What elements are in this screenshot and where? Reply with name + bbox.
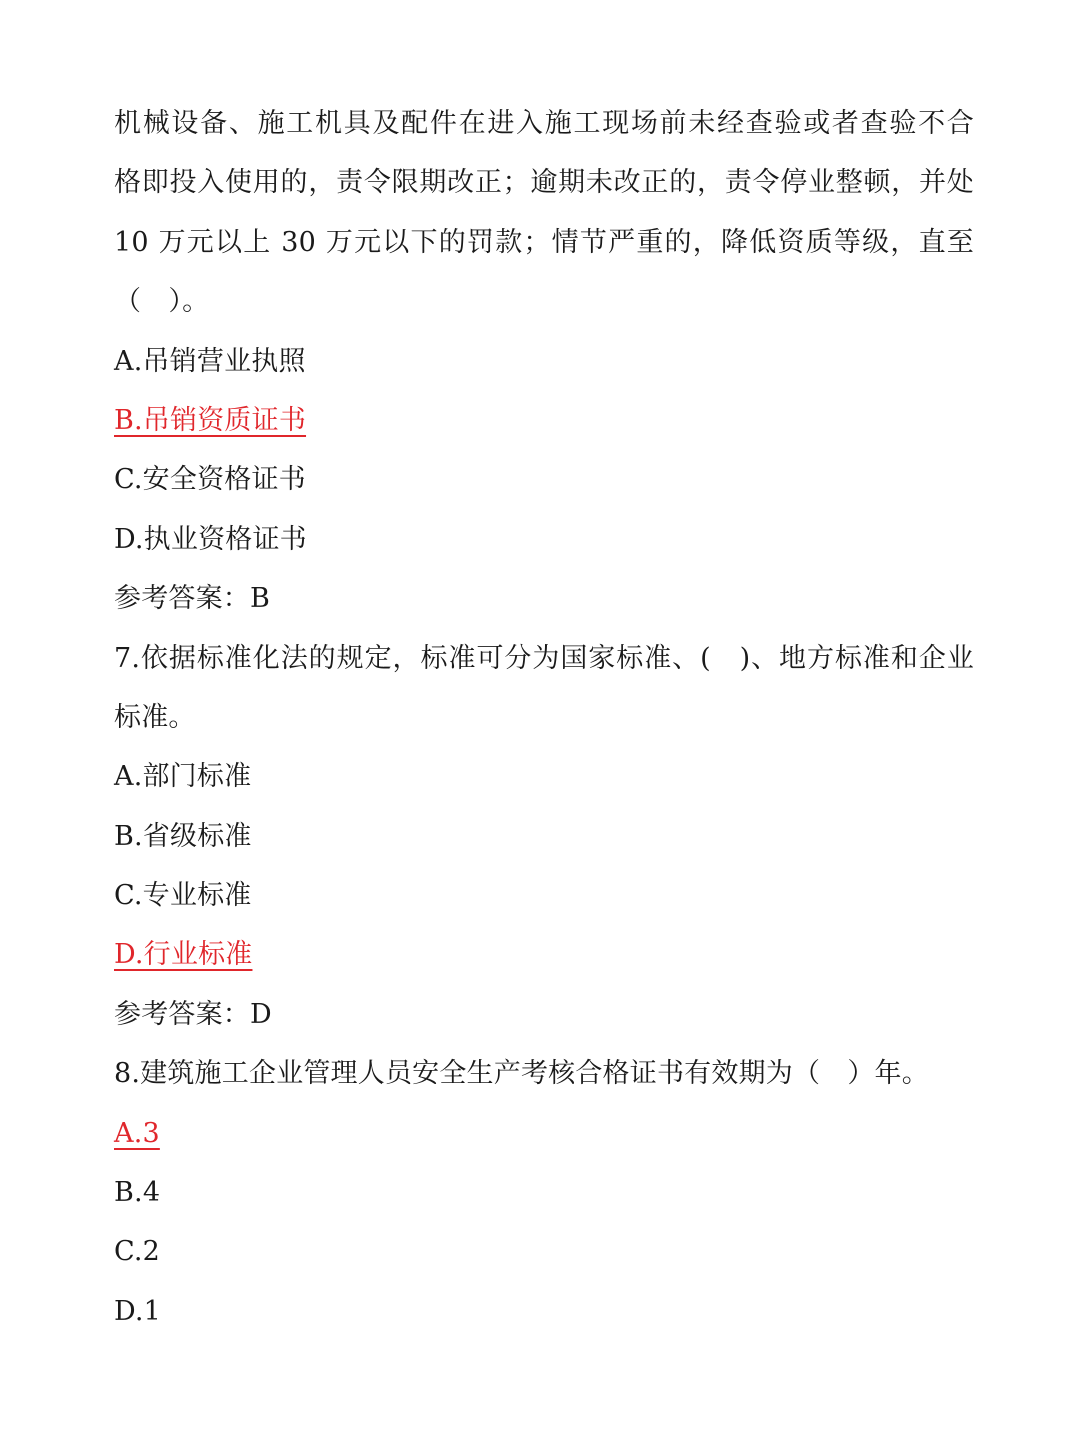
- question-6-stem-line-3: 10 万元以上 30 万元以下的罚款；情节严重的，降低资质等级，直至: [114, 226, 974, 258]
- question-8-option-a: [114, 1104, 974, 1163]
- option-label: C.专业标准: [114, 880, 252, 912]
- question-7-answer: 参考答案：D: [114, 998, 272, 1030]
- option-label: D.执业资格证书: [114, 523, 307, 555]
- question-6-answer: 参考答案：B: [114, 583, 271, 615]
- option-label: C.2: [114, 1236, 161, 1268]
- question-7-option-c: [114, 866, 974, 925]
- question-7-stem-line-2: 标准。: [114, 701, 196, 733]
- question-6-option-d: [114, 510, 974, 569]
- option-label: D.1: [114, 1295, 162, 1327]
- question-7-option-a: [114, 747, 974, 806]
- correct-option-label: D.行业标准: [114, 939, 253, 971]
- question-6-option-b: [114, 391, 974, 450]
- correct-option-label: B.吊销资质证书: [114, 404, 307, 436]
- question-6-option-c: [114, 450, 974, 509]
- option-label: A.吊销营业执照: [114, 345, 306, 377]
- option-label: B.4: [114, 1177, 161, 1209]
- question-6-stem-line-4: （ ）。: [114, 286, 210, 318]
- question-6: [114, 94, 974, 629]
- question-6-option-a: [114, 332, 974, 391]
- option-label: B.省级标准: [114, 820, 252, 852]
- question-6-stem-line-1: 机械设备、施工机具及配件在进入施工现场前未经查验或者查验不合: [114, 108, 974, 139]
- question-6-stem-line-2: 格即投入使用的，责令限期改正；逾期未改正的，责令停业整顿，并处: [114, 167, 974, 199]
- question-8-option-b: [114, 1163, 974, 1222]
- question-8-option-d: [114, 1282, 974, 1341]
- question-7: [114, 629, 974, 1045]
- question-7-option-d: [114, 925, 974, 984]
- correct-option-label: A.3: [114, 1117, 160, 1149]
- question-7-option-b: [114, 807, 974, 866]
- question-8-stem-line-1: 8.建筑施工企业管理人员安全生产考核合格证书有效期为（ ）年。: [114, 1058, 929, 1090]
- question-7-stem-line-1: 7.依据标准化法的规定，标准可分为国家标准、( )、地方标准和企业: [114, 642, 974, 674]
- question-8: [114, 1044, 974, 1341]
- question-8-option-c: [114, 1222, 974, 1281]
- question-document: [114, 94, 974, 1341]
- option-label: A.部门标准: [114, 761, 252, 793]
- option-label: C.安全资格证书: [114, 464, 306, 496]
